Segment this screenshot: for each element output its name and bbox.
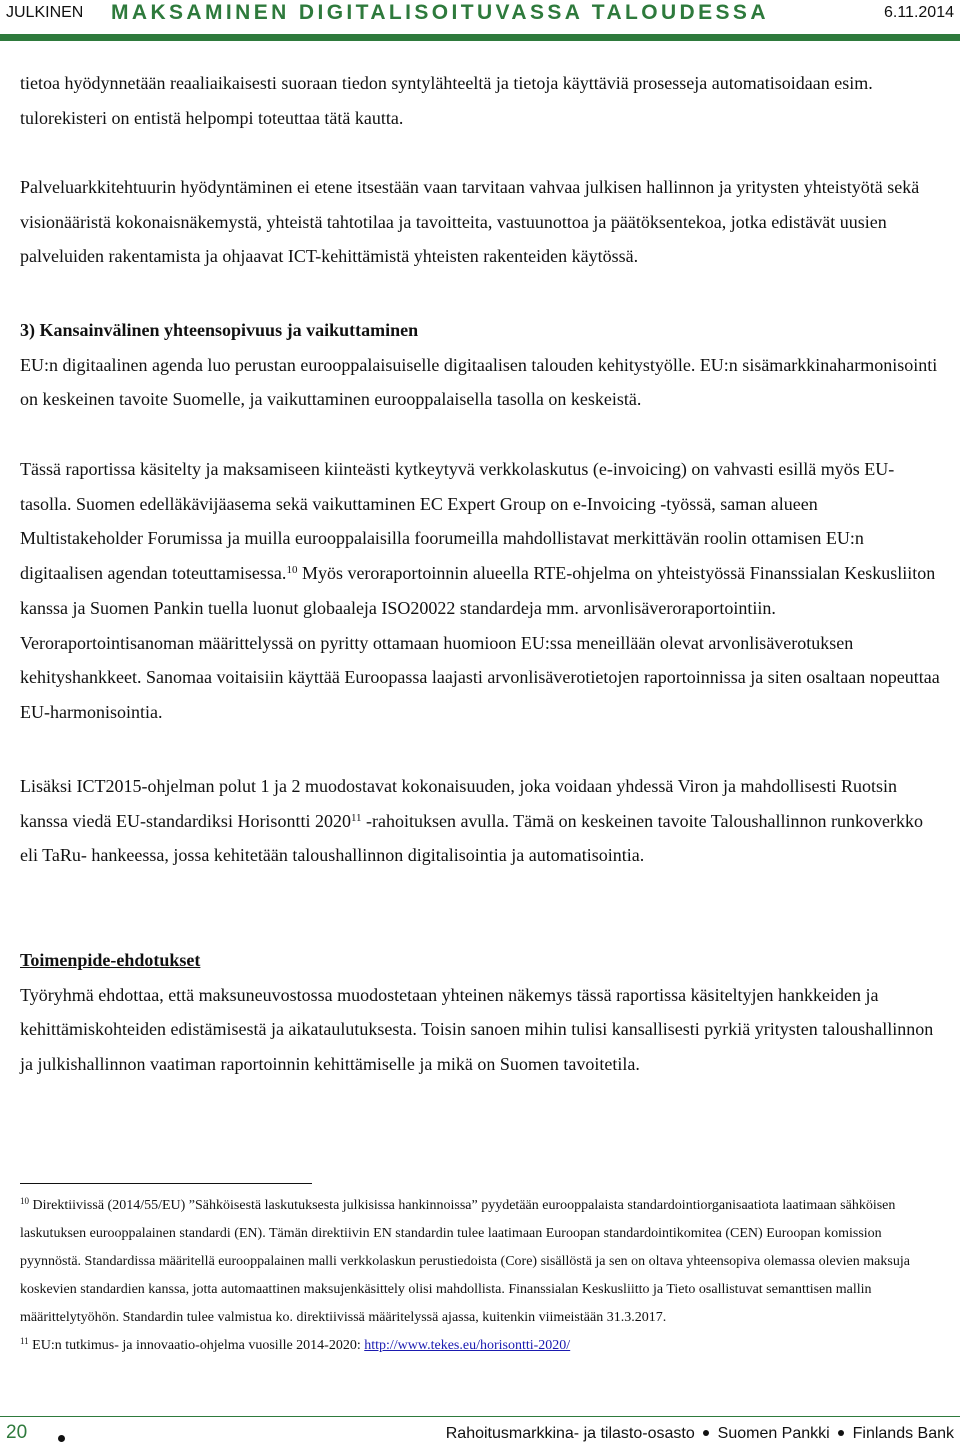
footnote-11	[20, 1332, 940, 1360]
page-header	[0, 0, 960, 36]
paragraph: Työryhmä ehdottaa, että maksuneuvostossa muodostetaan yhteinen näkemys tässä raportissa käsiteltyjen hankkeiden ja kehittämiskohteiden edistämisestä ja aikataulutuksesta. Toisin sanoen mihin tulisi kansallisesti pyrkiä yritysten taloushallinnon ja julkishallinnon vaatiman raportoinnin kehittämiselle ja mikä on Suomen tavoitetila.	[20, 984, 934, 1075]
footnotes	[20, 1192, 940, 1360]
footer-organization	[446, 1425, 954, 1443]
footnote-rule	[20, 1183, 312, 1184]
section-proposals	[20, 943, 940, 1082]
paragraph-part: -rahoituksen avulla. Tämä on keskeinen tavoite Taloushallinnon runkoverkko eli TaRu- hankeessa, jossa kehitetään taloushallinnon digitalisointia ja automatisointia.	[20, 810, 923, 866]
paragraph-part: Myös veroraportoinnin alueella RTE-ohjelma on yhteistyössä Finanssialan Keskusliiton kanssa ja Suomen Pankin tuella luonut globaaleja ISO20022 standardeja mm. arvonlisäveroraportointiin. Veroraportointisanoman määrittelyssä on pyritty ottamaan huomioon EU:ssa meneillään olevat arvonlisäverotuksen kehityshankkeet. Sanomaa voitaisiin käyttää Euroopassa laajasti arvonlisäverotietojen raportoinnissa ja siten osaltaan nopeuttaa EU-harmonisointia.	[20, 563, 940, 722]
footnote-number: 10	[20, 1196, 29, 1206]
paragraph: Palveluarkkitehtuurin hyödyntäminen ei etene itsestään vaan tarvitaan vahvaa julkisen hallinnon ja yritysten yhteistyötä sekä visionääristä kokonaisnäkemystä, yhteistä tahtotilaa ja tavoitteita, vastuunottoa ja päätöksentekoa, jotka edistävät uusien palveluiden rakentamista ja ohjaavat ICT-kehittämistä yhteisten rakenteiden käytössä.	[20, 177, 920, 267]
section-international	[20, 313, 940, 417]
paragraph: EU:n digitaalinen agenda luo perustan eurooppalaisuiselle digitaalisen talouden kehitystyölle. EU:n sisämarkkinaharmonisointi on keskeinen tavoite Suomelle, ja vaikuttaminen eurooppalaisella tasolla on keskeistä.	[20, 354, 938, 410]
paragraph	[20, 452, 940, 730]
horisontti-link[interactable]: http://www.tekes.eu/horisontti-2020/	[364, 1338, 571, 1353]
bank-name-sv: Finlands Bank	[852, 1425, 954, 1442]
paragraph	[20, 769, 940, 873]
footnote-number: 11	[20, 1336, 29, 1346]
section-heading: Toimenpide-ehdotukset	[20, 950, 201, 970]
paragraph-part: Tässä raportissa käsitelty ja maksamiseen kiinteästi kytkeytyvä verkkolaskutus (e-invoicing) on vahvasti esillä myös EU-tasolla. Suomen edelläkävijäasema sekä vaikuttaminen EC Expert Group on e-Invoicing -työssä, saman alueen Multistakeholder Forumissa ja muilla eurooppalaisilla foorumeilla mahdollistavat merkittävän roolin ottamisen EU:n digitaalisen agendan toteuttamisessa.	[20, 459, 895, 584]
body-text-einvoicing	[20, 452, 940, 730]
bank-name-fi: Suomen Pankki	[717, 1425, 830, 1442]
footnote-ref-10[interactable]: 10	[286, 564, 298, 577]
footnote-text: Direktiivissä (2014/55/EU) ”Sähköisestä laskutuksesta julkisissa hankinnoissa” pyydetään eurooppalaista standardointiorganisaatiota laatimaan sähköisen laskutuksen eurooppalainen standardi (EN). Tämän direktiivin EN standardin tulee laatimaan Euroopan standardointikomitea (CEN) Euroopan komission pyynnöstä. Standardissa määritellä eurooppalainen malli verkkolaskun perustiedoista (Core) sisällöstä ja sen on oltava yhteensopiva olemassa olevien maksuja koskevien standardien kanssa, jotta automaattinen maksujenkäsittely olisi mahdollista. Finanssialan Keskusliitto ja Tieto osallistuvat semanttisen mallin määrittelytyöhön. Standardin tulee valmistua ko. direktiivissä määritelyssä ajassa, kuitenkin viimeistään 31.3.2017.	[20, 1198, 910, 1325]
document-title: MAKSAMINEN DIGITALISOITUVASSA TALOUDESSA	[111, 1, 769, 24]
paragraph: tietoa hyödynnetään reaaliaikaisesti suoraan tiedon syntylähteeltä ja tietoja käyttäviä prosesseja automatisoidaan esim. tulorekisteri on entistä helpompi toteuttaa tätä kautta.	[20, 73, 873, 128]
footer-divider	[0, 1416, 960, 1417]
footnote-ref-11[interactable]: 11	[350, 811, 362, 824]
footnote-10	[20, 1192, 940, 1332]
department-name: Rahoitusmarkkina- ja tilasto-osasto	[445, 1425, 695, 1442]
document-date: 6.11.2014	[884, 4, 954, 21]
classification-label: JULKINEN	[6, 4, 84, 21]
footnote-text: EU:n tutkimus- ja innovaatio-ohjelma vuosille 2014-2020:	[32, 1338, 365, 1353]
paragraph-part: Lisäksi ICT2015-ohjelman polut 1 ja 2 muodostavat kokonaisuuden, joka voidaan yhdessä Viron ja mahdollisesti Ruotsin kanssa viedä EU-standardiksi Horisontti 2020	[20, 776, 897, 831]
body-text-ict2015	[20, 769, 940, 873]
body-text-top	[20, 66, 940, 135]
header-divider	[0, 34, 960, 41]
bullet-icon	[838, 1430, 844, 1436]
bullet-icon	[703, 1430, 709, 1436]
page-number: 20	[6, 1422, 28, 1443]
body-text-architecture	[20, 170, 940, 274]
section-heading: 3) Kansainvälinen yhteensopivuus ja vaikuttaminen	[20, 320, 419, 340]
bullet-icon	[58, 1435, 65, 1442]
